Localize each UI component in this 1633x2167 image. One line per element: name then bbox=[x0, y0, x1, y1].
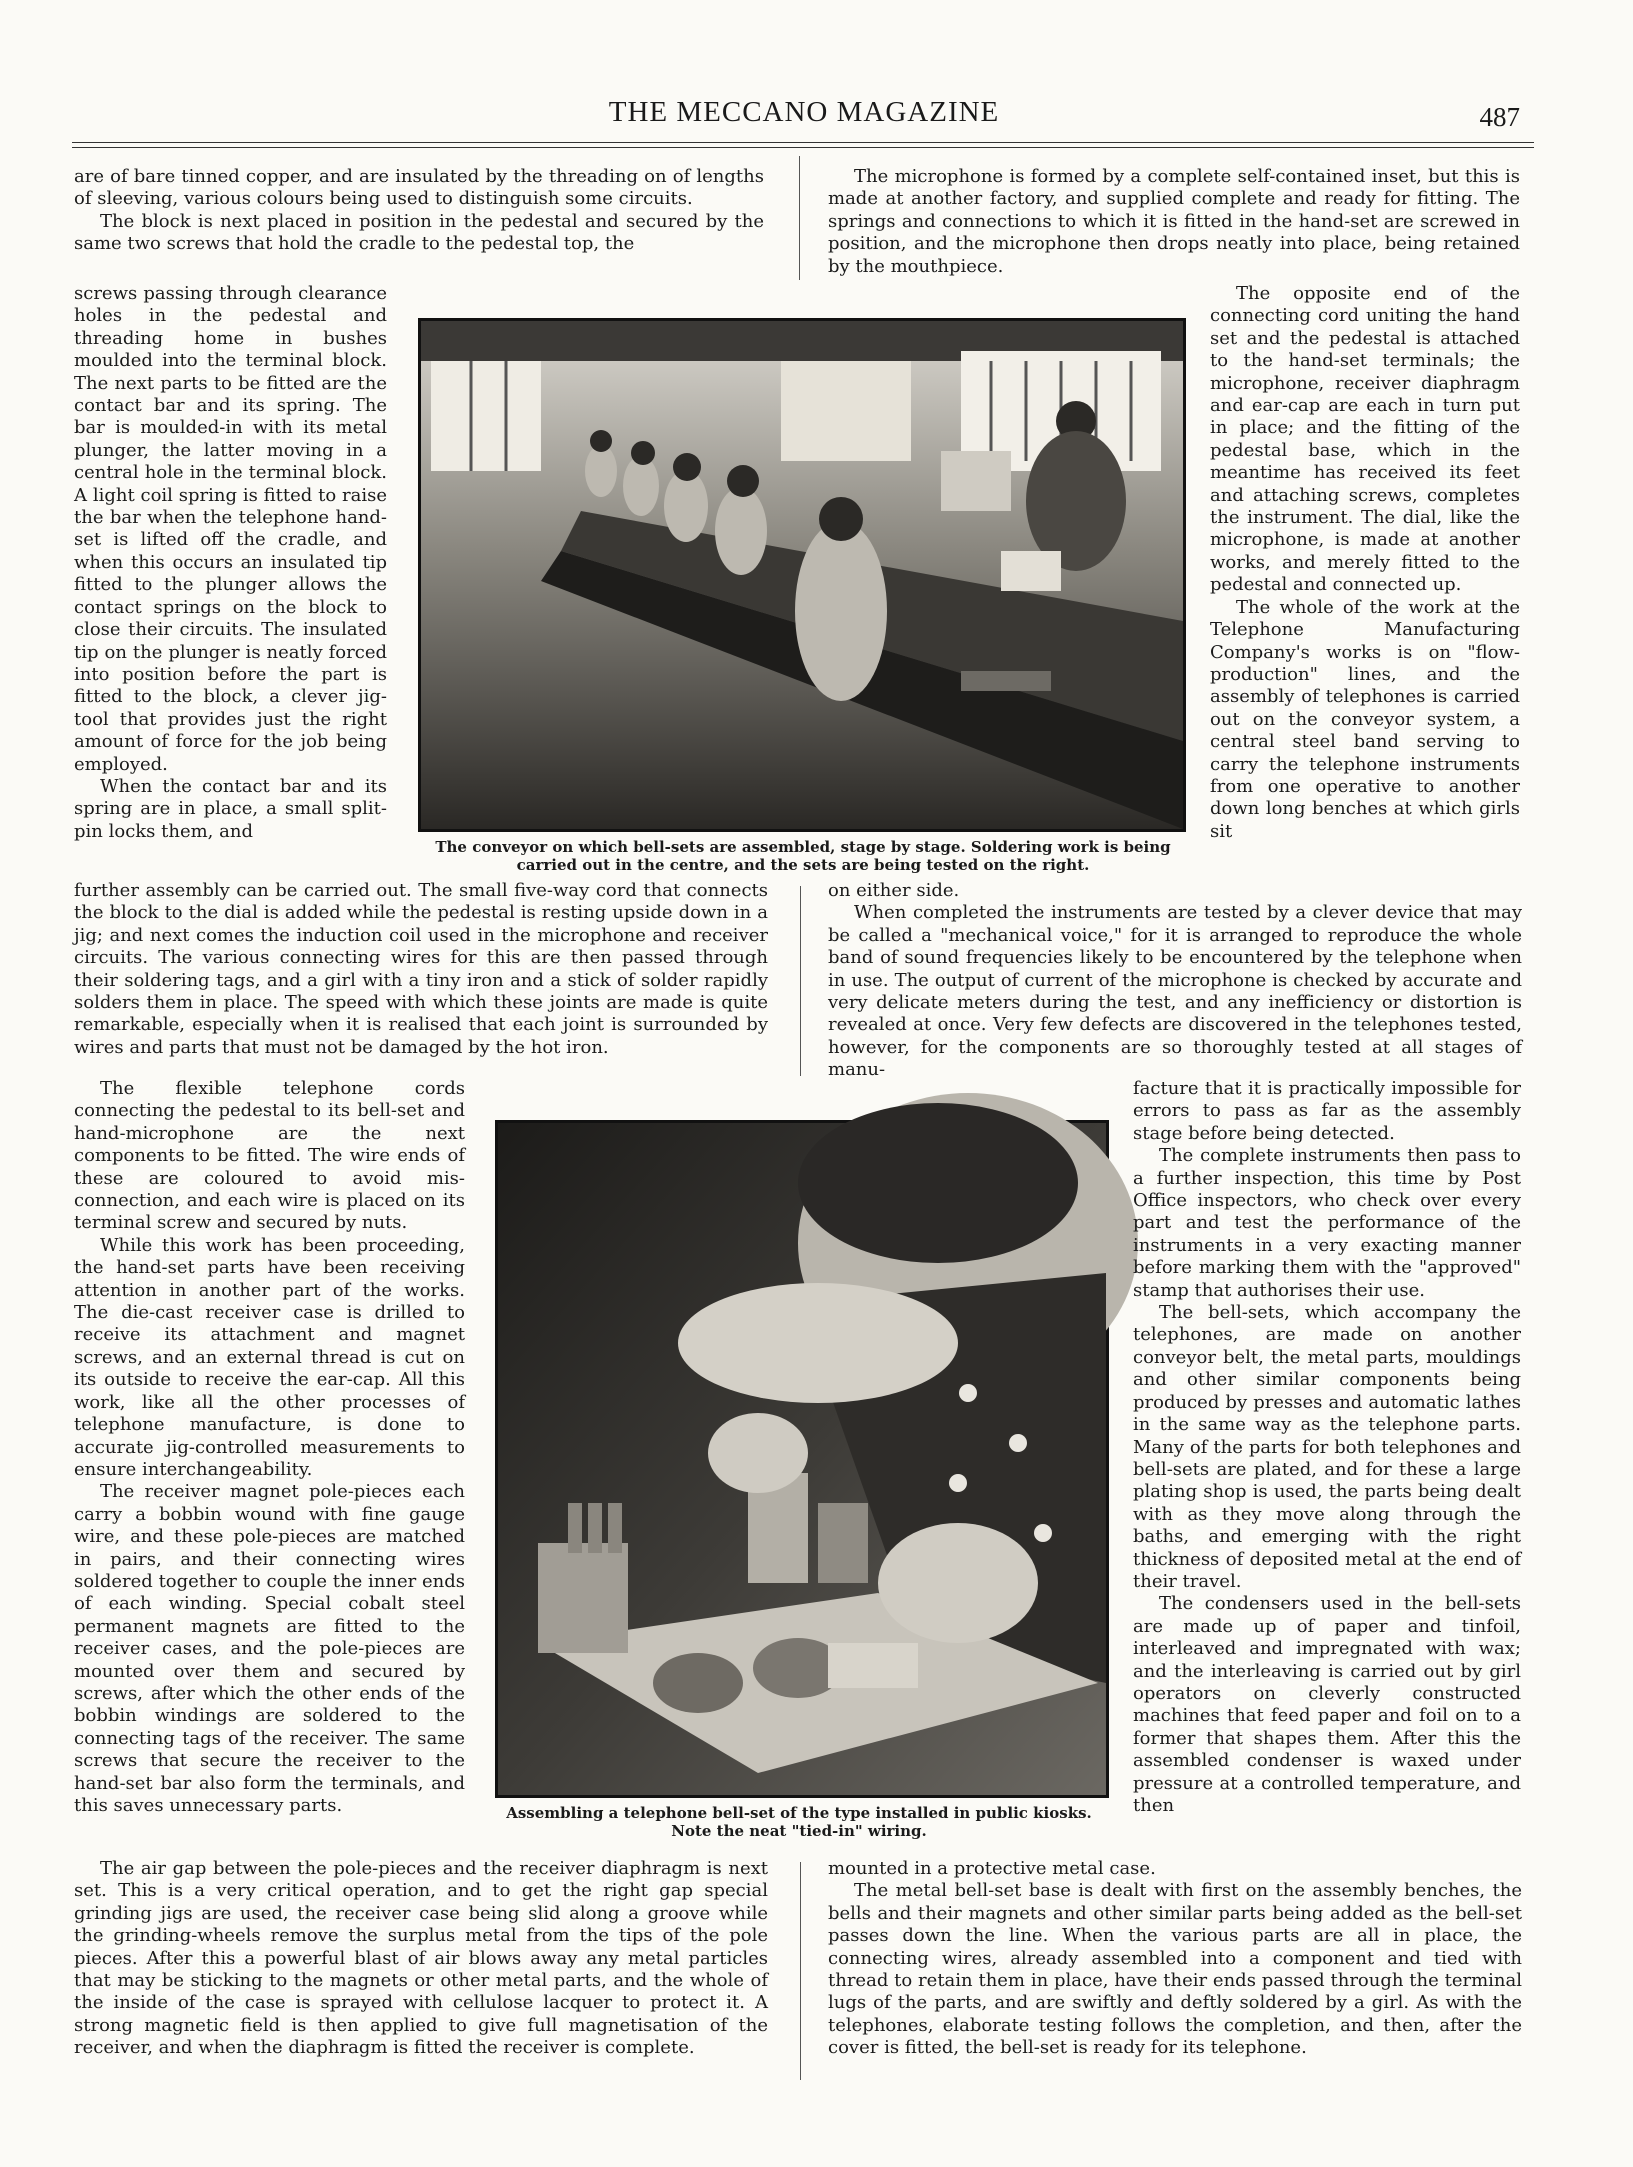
paragraph: screws passing through clearance holes in the pedestal and threading home in bushes moulded into the terminal block. The next parts to be fitted are the contact bar and its spring. The bar is moulded-in with its metal plunger, the latter moving in a central hole in the terminal block. A light coil spring is fitted to raise the bar when the telephone hand-set is lifted off the cradle, and when this occurs an insulated tip fitted to the plunger allows the contact springs on the block to close their circuits. The insulated tip on the plunger is neatly forced into position before the part is fitted to the block, a clever jig-tool that provides just the right amount of force for the job being employed. bbox=[74, 283, 387, 775]
article-text-block bbox=[1133, 1078, 1521, 1864]
article-text-block bbox=[74, 166, 764, 284]
paragraph: are of bare tinned copper, and are insulated by the threading on of lengths of sleeving, various colours being used to distinguish some circuits. bbox=[74, 166, 764, 210]
paragraph: on either side. bbox=[828, 880, 960, 901]
paragraph: The bell-sets, which accompany the telephones, are made on another conveyor belt, the metal parts, mouldings and other similar components being produced by presses and automatic lathes in the same way as the telephone parts. Many of the parts for both telephones and bell-sets are plated, and for these a large plating shop is used, the parts being dealt with as they move along through the baths, and emerging with the right thickness of deposited metal at the end of their travel. bbox=[1133, 1302, 1521, 1592]
paragraph: The flexible telephone cords connecting the pedestal to its bell-set and hand-microphone are the next components to be fitted. The wire ends of these are coloured to avoid mis-connection, and each wire is placed on its terminal screw and secured by nuts. bbox=[74, 1078, 465, 1234]
paragraph: The whole of the work at the Telephone Manufacturing Company's works is on "flow-production" lines, and the assembly of telephones is carried out on the conveyor system, a central steel band serving to carry the telephone instruments from one operative to another down long benches at which girls sit bbox=[1210, 596, 1520, 842]
paragraph: The condensers used in the bell-sets are made up of paper and tinfoil, interleaved and impregnated with wax; and the interleaving is carried out by girl operators on cleverly constructed machines that feed paper and foil on to a former that shapes them. After this the assembled condenser is waxed under pressure at a controlled temperature, and then bbox=[1133, 1593, 1521, 1816]
factory-conveyor-photo bbox=[418, 318, 1186, 832]
paragraph: facture that it is practically impossible for errors to pass as far as the assembly stage before being detected. bbox=[1133, 1078, 1521, 1144]
paragraph: The microphone is formed by a complete self-contained inset, but this is made at another factory, and supplied complete and ready for fitting. The springs and connections to which it is fitted in the hand-set are screwed in position, and the microphone then drops neatly into place, being retained by the mouthpiece. bbox=[828, 166, 1520, 277]
article-text-block bbox=[1210, 283, 1520, 883]
paragraph: The opposite end of the connecting cord uniting the hand set and the pedestal is attached to the hand-set terminals; the microphone, receiver diaphragm and ear-cap are each in turn put in place; and the fitting of the pedestal base, which in the meantime has received its feet and attaching screws, completes the instrument. The dial, like the microphone, is made at another works, and merely fitted to the pedestal and connected up. bbox=[1210, 283, 1520, 596]
article-text-block bbox=[74, 283, 387, 842]
paragraph: While this work has been proceeding, the hand-set parts have been receiving attention in another part of the works. The die-cast receiver case is drilled to receive its attachment and magnet screws, and an external thread is cut on its outside to receive the ear-cap. All this work, like all the other processes of telephone manufacture, is done to accurate jig-controlled measurements to ensure interchangeability. bbox=[74, 1234, 465, 1480]
bell-set-photo-caption: Assembling a telephone bell-set of the type installed in public kiosks. Note the neat "tied-in" wiring. bbox=[506, 1804, 1092, 1840]
paragraph: The block is next placed in position in the pedestal and secured by the same two screws that hold the cradle to the pedestal top, the bbox=[74, 210, 764, 255]
column-divider bbox=[800, 1862, 801, 2080]
bell-set-assembly-photo bbox=[495, 1120, 1109, 1798]
column-divider bbox=[799, 156, 800, 280]
article-text-block bbox=[828, 166, 1520, 282]
article-text-block bbox=[828, 880, 1522, 1080]
paragraph: The air gap between the pole-pieces and the receiver diaphragm is next set. This is a very critical operation, and to get the right gap special grinding jigs are used, the receiver case being slid along a groove while the grinding-wheels remove the surplus metal from the tips of the pole pieces. After this a powerful blast of air blows away any metal particles that may be sticking to the magnets or other metal parts, and the whole of the inside of the case is sprayed with cellulose lacquer to protect it. A strong magnetic field is then applied to give full magnetisation of the receiver, and when the diaphragm is fitted the receiver is complete. bbox=[74, 1858, 768, 2059]
paragraph: The metal bell-set base is dealt with first on the assembly benches, the bells and their magnets and other similar parts being added as the bell-set passes down the line. When the various parts are all in place, the connecting wires, already assembled into a component and tied with thread to retain them in place, have their ends passed through the terminal lugs of the parts, and are swiftly and deftly soldered by a girl. As with the telephones, elaborate testing follows the completion, and then, after the cover is fitted, the bell-set is ready for its telephone. bbox=[828, 1880, 1522, 2059]
paragraph: further assembly can be carried out. The small five-way cord that connects the block to the dial is added while the pedestal is resting upside down in a jig; and next comes the induction coil used in the microphone and receiver circuits. The various connecting wires for this are then passed through their soldering tags, and a girl with a tiny iron and a stick of solder rapidly solders them in place. The speed with which these joints are made is quite remarkable, especially when it is realised that each joint is surrounded by wires and parts that must not be damaged by the hot iron. bbox=[74, 880, 768, 1058]
header-rule bbox=[72, 142, 1534, 143]
header-rule-double bbox=[72, 147, 1534, 148]
paragraph: The receiver magnet pole-pieces each carry a bobbin wound with fine gauge wire, and these pole-pieces are matched in pairs, and their connecting wires soldered together to couple the inner ends of each winding. Special cobalt steel permanent magnets are fitted to the receiver cases, and the pole-pieces are mounted over them and secured by screws, after which the other ends of the bobbin windings are soldered to the connecting tags of the receiver. The same screws that secure the receiver to the hand-set bar also form the terminals, and this saves unnecessary parts. bbox=[74, 1481, 465, 1816]
page-header bbox=[72, 92, 1536, 136]
paragraph: When completed the instruments are tested by a clever device that may be called a "mechanical voice," for it is arranged to reproduce the whole band of sound frequencies likely to be encountered by the telephone when in use. The output of current of the microphone is checked by accurate and very delicate meters during the test, and any inefficiency or distortion is revealed at once. Very few defects are discovered in the telephones tested, however, for the components are so thoroughly tested at all stages of manu- bbox=[828, 902, 1522, 1081]
page-number: 487 bbox=[1479, 102, 1520, 132]
article-text-block bbox=[74, 1078, 465, 1864]
magazine-title: THE MECCANO MAGAZINE bbox=[608, 96, 1000, 128]
paragraph: When the contact bar and its spring are in place, a small split-pin locks them, and bbox=[74, 775, 387, 842]
paragraph: The complete instruments then pass to a further inspection, this time by Post Office inspectors, who check over every part and test the performance of the instruments in a very exacting manner before marking them with the "approved" stamp that authorises their use. bbox=[1133, 1145, 1521, 1301]
article-text-block bbox=[828, 1858, 1522, 2088]
column-divider bbox=[800, 886, 801, 1076]
factory-photo-caption: The conveyor on which bell-sets are assembled, stage by stage. Soldering work is being carried out in the centre, and the sets are being tested on the right. bbox=[435, 838, 1171, 874]
article-text-block bbox=[74, 880, 768, 1080]
article-text-block bbox=[74, 1858, 768, 2088]
paragraph: mounted in a protective metal case. bbox=[828, 1858, 1156, 1879]
